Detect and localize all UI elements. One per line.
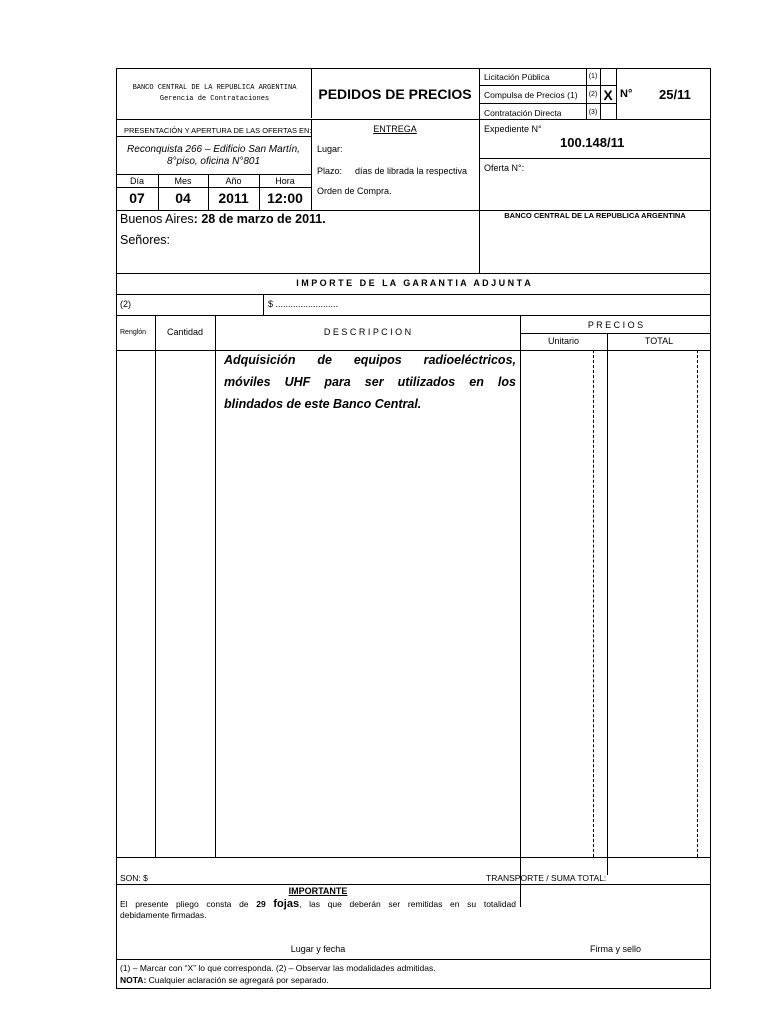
divider bbox=[697, 350, 698, 857]
place-date-label: Buenos Aires bbox=[120, 212, 194, 226]
divider bbox=[593, 350, 594, 857]
divider bbox=[479, 158, 711, 159]
date-value-day: 07 bbox=[129, 190, 145, 206]
col-prices: P R E C I O S bbox=[587, 320, 644, 330]
divider bbox=[116, 174, 311, 175]
divider bbox=[479, 68, 480, 273]
important-pages: 29 bbox=[256, 899, 266, 909]
department-name: Gerencia de Contrataciones bbox=[159, 95, 270, 103]
note-line-2 bbox=[120, 975, 329, 985]
divider bbox=[263, 294, 264, 315]
address-line-2: 8°piso, oficina N°801 bbox=[166, 156, 261, 167]
col-unit: Unitario bbox=[547, 336, 579, 346]
option-code-3: (3) bbox=[588, 109, 598, 116]
number-value: 25/11 bbox=[659, 87, 691, 102]
option-mark-2[interactable]: X bbox=[603, 87, 613, 103]
divider bbox=[116, 273, 711, 274]
form-title: PEDIDOS DE PRECIOS bbox=[318, 86, 472, 102]
guarantee-heading: I M P O R T E D E L A G A R A N T I A A D J U N T A bbox=[296, 278, 531, 288]
form-frame bbox=[116, 68, 711, 989]
delivery-term-text: días de librada la respectiva bbox=[355, 166, 468, 176]
divider bbox=[520, 315, 521, 907]
offer-label: Oferta N°: bbox=[484, 163, 525, 173]
description-line-2: móviles UHF para ser utilizados en los bbox=[224, 375, 516, 389]
option-label-licitacion: Licitación Pública bbox=[484, 72, 550, 82]
signature-sign: Firma y sello bbox=[589, 944, 641, 954]
important-line-2: debidamente firmadas. bbox=[120, 910, 207, 920]
date-value-month: 04 bbox=[175, 190, 191, 206]
note-text: Cualquier aclaración se agregará por separado. bbox=[146, 975, 329, 985]
date-value-year: 2011 bbox=[218, 190, 249, 206]
divider bbox=[116, 294, 711, 295]
important-heading: IMPORTANTE bbox=[288, 886, 348, 896]
important-fojas: fojas bbox=[273, 898, 300, 910]
divider bbox=[215, 315, 216, 857]
presentation-heading: PRESENTACIÓN Y APERTURA DE LAS OFERTAS EN: bbox=[124, 126, 312, 135]
number-label: N° bbox=[620, 88, 633, 100]
place-date-value: 28 de marzo de 2011. bbox=[201, 212, 326, 226]
delivery-place-label: Lugar: bbox=[317, 144, 343, 154]
divider bbox=[116, 884, 711, 885]
file-value: 100.148/11 bbox=[560, 135, 625, 150]
note-label: NOTA: bbox=[120, 975, 147, 985]
divider bbox=[116, 119, 711, 120]
guarantee-left: (2) bbox=[120, 299, 131, 309]
divider bbox=[520, 333, 711, 334]
date-header-hour: Hora bbox=[275, 176, 295, 186]
date-header-day: Día bbox=[129, 176, 144, 186]
description-line-1: Adquisición de equipos radioeléctricos, bbox=[224, 353, 516, 367]
divider bbox=[116, 350, 711, 351]
description-line-3: blindados de este Banco Central. bbox=[224, 397, 422, 411]
important-line-1 bbox=[120, 898, 516, 910]
divider bbox=[116, 959, 711, 960]
divider bbox=[607, 333, 608, 875]
delivery-heading: ENTREGA bbox=[373, 124, 417, 134]
col-item: Renglón bbox=[120, 329, 147, 336]
place-date bbox=[120, 212, 326, 226]
address-line-1: Reconquista 266 – Edificio San Martín, bbox=[127, 144, 300, 155]
file-label: Expediente N° bbox=[484, 124, 542, 134]
delivery-term-label: Plazo: bbox=[317, 166, 343, 176]
bank-stamp: BANCO CENTRAL DE LA REPUBLICA ARGENTINA bbox=[504, 211, 686, 220]
bank-name: BANCO CENTRAL DE LA REPUBLICA ARGENTINA bbox=[132, 84, 297, 92]
delivery-order-text: Orden de Compra. bbox=[317, 186, 392, 196]
important-post: , las que deberán ser remitidas en su totalidad bbox=[299, 899, 516, 909]
col-total: TOTAL bbox=[644, 336, 674, 346]
divider bbox=[116, 315, 711, 316]
note-line-1: (1) – Marcar con “X” lo que corresponda. (2) – Observar las modalidades admitidas. bbox=[120, 963, 436, 973]
option-code-2: (2) bbox=[588, 91, 598, 98]
place-date-sign: Lugar y fecha bbox=[290, 944, 346, 954]
option-code-1: (1) bbox=[588, 73, 598, 80]
important-pre: El presente pliego consta de bbox=[120, 899, 249, 909]
place-date-colon: : bbox=[193, 212, 198, 226]
divider bbox=[116, 136, 311, 137]
option-label-compulsa: Compulsa de Precios (1) bbox=[484, 90, 578, 100]
divider bbox=[479, 85, 616, 86]
divider bbox=[116, 187, 311, 188]
date-header-year: Año bbox=[225, 176, 242, 186]
col-desc: D E S C R I P C I O N bbox=[323, 327, 412, 337]
transport-label: TRANSPORTE / SUMA TOTAL: bbox=[486, 873, 607, 883]
date-value-hour: 12:00 bbox=[267, 190, 303, 206]
divider bbox=[155, 315, 156, 857]
divider bbox=[479, 103, 616, 104]
guarantee-amount[interactable]: $ ......................... bbox=[268, 299, 339, 309]
recipient-label: Señores: bbox=[120, 233, 171, 247]
col-qty: Cantidad bbox=[166, 327, 204, 337]
son-label: SON: $ bbox=[120, 873, 148, 883]
divider bbox=[116, 857, 711, 858]
date-header-month: Mes bbox=[174, 176, 192, 186]
option-label-contratacion: Contratación Directa bbox=[484, 108, 562, 118]
divider bbox=[616, 68, 617, 120]
